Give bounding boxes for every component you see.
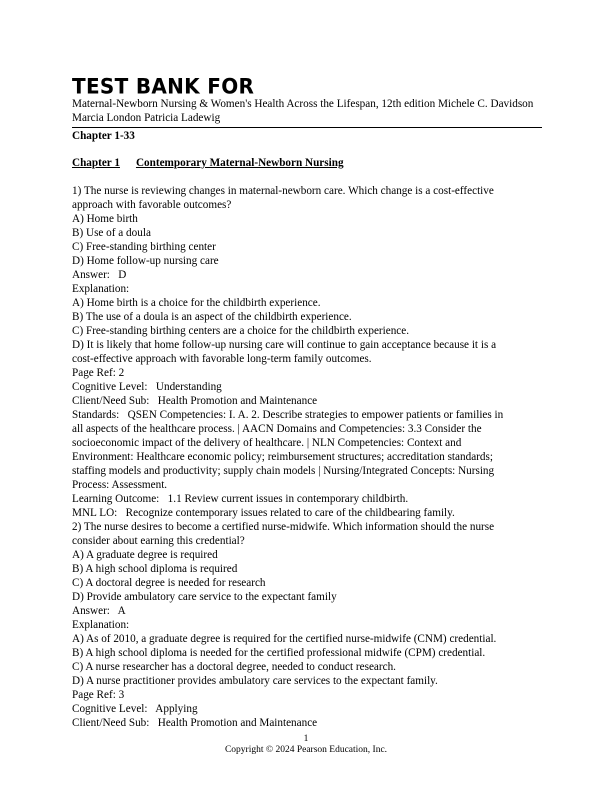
- content-line: D) Provide ambulatory care service to the expectant family: [72, 591, 337, 603]
- header-divider: [72, 127, 542, 128]
- content-line: A) A graduate degree is required: [72, 549, 218, 561]
- chapter-heading: [72, 156, 542, 170]
- content-line: approach with favorable outcomes?: [72, 199, 232, 211]
- content-line: Client/Need Sub: Health Promotion and Maintenance: [72, 395, 318, 407]
- content-line: B) Use of a doula: [72, 227, 151, 239]
- content-line: C) Free-standing birthing centers are a choice for the childbirth experience.: [72, 325, 410, 337]
- content-line: D) A nurse practitioner provides ambulatory care services to the expectant family.: [72, 675, 438, 687]
- content-line: C) Free-standing birthing center: [72, 241, 216, 253]
- content-line: A) Home birth is a choice for the childbirth experience.: [72, 297, 321, 309]
- content-line: consider about earning this credential?: [72, 535, 245, 547]
- content-line: Environment: Healthcare economic policy; reimbursement structures; accreditation standards;: [72, 451, 493, 463]
- content-line: Learning Outcome: 1.1 Review current issues in contemporary childbirth.: [72, 493, 409, 505]
- content-line: B) A high school diploma is needed for the certified professional midwife (CPM) credential.: [72, 647, 486, 659]
- copyright-notice: Copyright © 2024 Pearson Education, Inc.: [224, 745, 388, 755]
- content-line: Page Ref: 3: [72, 689, 125, 701]
- content-line: C) A doctoral degree is needed for research: [72, 577, 266, 589]
- content-line: A) Home birth: [72, 213, 138, 225]
- chapter-title: Contemporary Maternal-Newborn Nursing: [135, 157, 344, 169]
- content-line: Process: Assessment.: [72, 479, 168, 491]
- content-line: Standards: QSEN Competencies: I. A. 2. Describe strategies to empower patients or families in: [72, 409, 504, 421]
- content-line: Answer: A: [72, 605, 126, 617]
- content-line: Explanation:: [72, 619, 130, 631]
- content-line: B) The use of a doula is an aspect of the childbirth experience.: [72, 311, 352, 323]
- content-line: D) Home follow-up nursing care: [72, 255, 219, 267]
- question-content: [72, 184, 542, 730]
- content-line: Answer: D: [72, 269, 127, 281]
- chapter-range: Chapter 1-33: [72, 130, 135, 142]
- content-line: Cognitive Level: Applying: [72, 703, 198, 715]
- chapter-number: Chapter 1: [72, 157, 120, 169]
- book-subtitle: Maternal-Newborn Nursing & Women's Health Across the Lifespan, 12th edition Michele C. Davidson Marcia London Patricia Ladewig: [72, 98, 534, 124]
- content-line: staffing models and productivity; supply chain models | Nursing/Integrated Concepts: Nursing: [72, 465, 495, 477]
- page-number: 1: [303, 734, 309, 744]
- content-line: Page Ref: 2: [72, 367, 125, 379]
- content-line: all aspects of the healthcare process. | AACN Domains and Competencies: 3.3 Consider the: [72, 423, 482, 435]
- content-line: socioeconomic impact of the delivery of healthcare. | NLN Competencies: Context and: [72, 437, 462, 449]
- content-line: cost-effective approach with favorable long-term family outcomes.: [72, 353, 372, 365]
- content-line: A) As of 2010, a graduate degree is required for the certified nurse-midwife (CNM) credential.: [72, 633, 497, 645]
- content-line: B) A high school diploma is required: [72, 563, 238, 575]
- test-bank-banner: TEST BANK FOR: [72, 73, 255, 99]
- content-line: Cognitive Level: Understanding: [72, 381, 222, 393]
- content-line: D) It is likely that home follow-up nursing care will continue to gain acceptance because it is a: [72, 339, 497, 351]
- content-line: 1) The nurse is reviewing changes in maternal-newborn care. Which change is a cost-effective: [72, 185, 494, 197]
- content-line: C) A nurse researcher has a doctoral degree, needed to conduct research.: [72, 661, 396, 673]
- content-line: 2) The nurse desires to become a certified nurse-midwife. Which information should the nurse: [72, 521, 495, 533]
- content-line: Explanation:: [72, 283, 130, 295]
- content-line: MNL LO: Recognize contemporary issues related to care of the childbearing family.: [72, 507, 455, 519]
- content-line: Client/Need Sub: Health Promotion and Maintenance: [72, 717, 318, 729]
